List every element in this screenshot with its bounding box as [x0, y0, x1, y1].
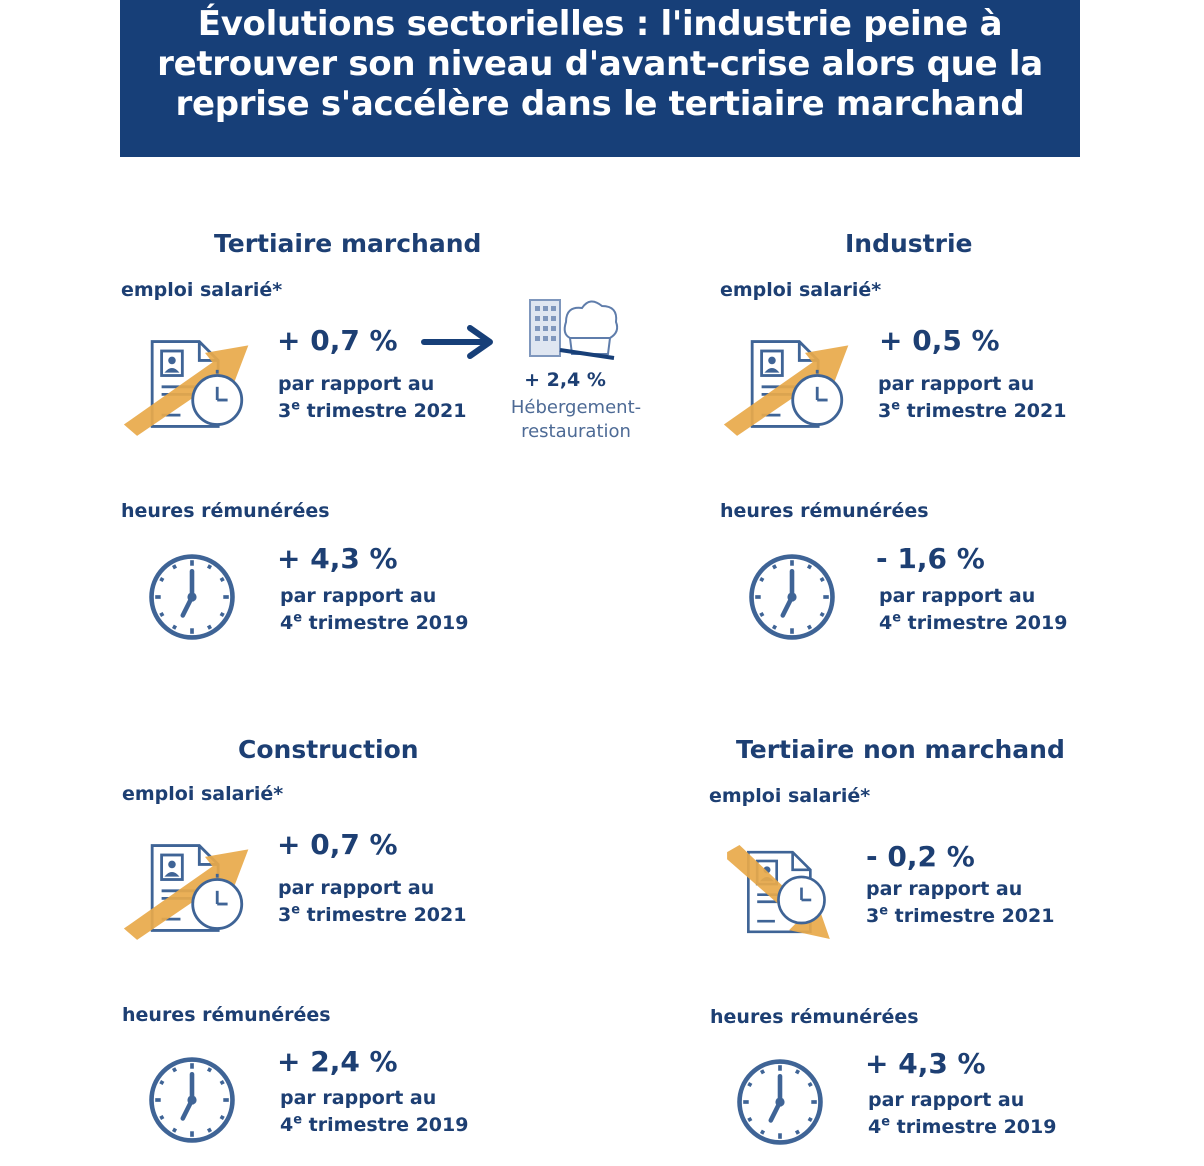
header-banner — [120, 0, 1080, 157]
heures-ref-industrie: par rapport au 4e trimestre 2019 — [879, 585, 1068, 634]
emploi-ref-industrie: par rapport au 3e trimestre 2021 — [878, 373, 1067, 422]
heures-value-tertiaire-marchand: + 4,3 % — [277, 542, 398, 575]
emploi-label-tertiaire-non-marchand: emploi salarié* — [709, 785, 871, 807]
emploi-label-industrie: emploi salarié* — [720, 279, 882, 301]
employment-up-icon — [722, 330, 854, 438]
sector-title-industrie: Industrie — [845, 229, 973, 258]
heures-ref-tertiaire-non-marchand: par rapport au 4e trimestre 2019 — [868, 1089, 1057, 1138]
employment-down-icon — [720, 836, 844, 948]
employment-up-icon — [122, 834, 254, 942]
clock-icon — [746, 551, 838, 643]
heures-label-industrie: heures rémunérées — [720, 500, 929, 522]
heures-value-construction: + 2,4 % — [277, 1045, 398, 1078]
emploi-label-construction: emploi salarié* — [122, 783, 284, 805]
heures-value-tertiaire-non-marchand: + 4,3 % — [865, 1047, 986, 1080]
sub-value-hebergement: + 2,4 % — [524, 369, 606, 391]
emploi-ref-construction: par rapport au 3e trimestre 2021 — [278, 877, 467, 926]
heures-label-tertiaire-marchand: heures rémunérées — [121, 500, 330, 522]
header-title-line-3: reprise s'accélère dans le tertiaire marchand — [175, 84, 1025, 124]
header-title-line-1: Évolutions sectorielles : l'industrie peine à — [197, 4, 1003, 44]
heures-ref-tertiaire-marchand: par rapport au 4e trimestre 2019 — [280, 585, 469, 634]
hotel-restaurant-icon — [526, 292, 622, 360]
emploi-value-construction: + 0,7 % — [277, 828, 398, 861]
heures-label-construction: heures rémunérées — [122, 1004, 331, 1026]
heures-ref-construction: par rapport au 4e trimestre 2019 — [280, 1087, 469, 1136]
clock-icon — [146, 1054, 238, 1146]
clock-icon — [734, 1056, 826, 1148]
heures-value-industrie: - 1,6 % — [876, 542, 985, 575]
emploi-value-tertiaire-marchand: + 0,7 % — [277, 324, 398, 357]
arrow-right-icon — [420, 322, 498, 362]
emploi-ref-tertiaire-non-marchand: par rapport au 3e trimestre 2021 — [866, 878, 1055, 927]
emploi-value-industrie: + 0,5 % — [879, 324, 1000, 357]
employment-up-icon — [122, 330, 254, 438]
clock-icon — [146, 551, 238, 643]
emploi-value-tertiaire-non-marchand: - 0,2 % — [866, 840, 975, 873]
sub-label-hebergement: Hébergement- restauration — [510, 397, 642, 442]
emploi-ref-tertiaire-marchand: par rapport au 3e trimestre 2021 — [278, 373, 467, 422]
heures-label-tertiaire-non-marchand: heures rémunérées — [710, 1006, 919, 1028]
sector-title-construction: Construction — [238, 735, 419, 764]
sector-title-tertiaire-marchand: Tertiaire marchand — [214, 229, 482, 258]
header-title-line-2: retrouver son niveau d'avant-crise alors que la — [157, 44, 1043, 84]
sector-title-tertiaire-non-marchand: Tertiaire non marchand — [736, 735, 1065, 764]
emploi-label-tertiaire-marchand: emploi salarié* — [121, 279, 283, 301]
